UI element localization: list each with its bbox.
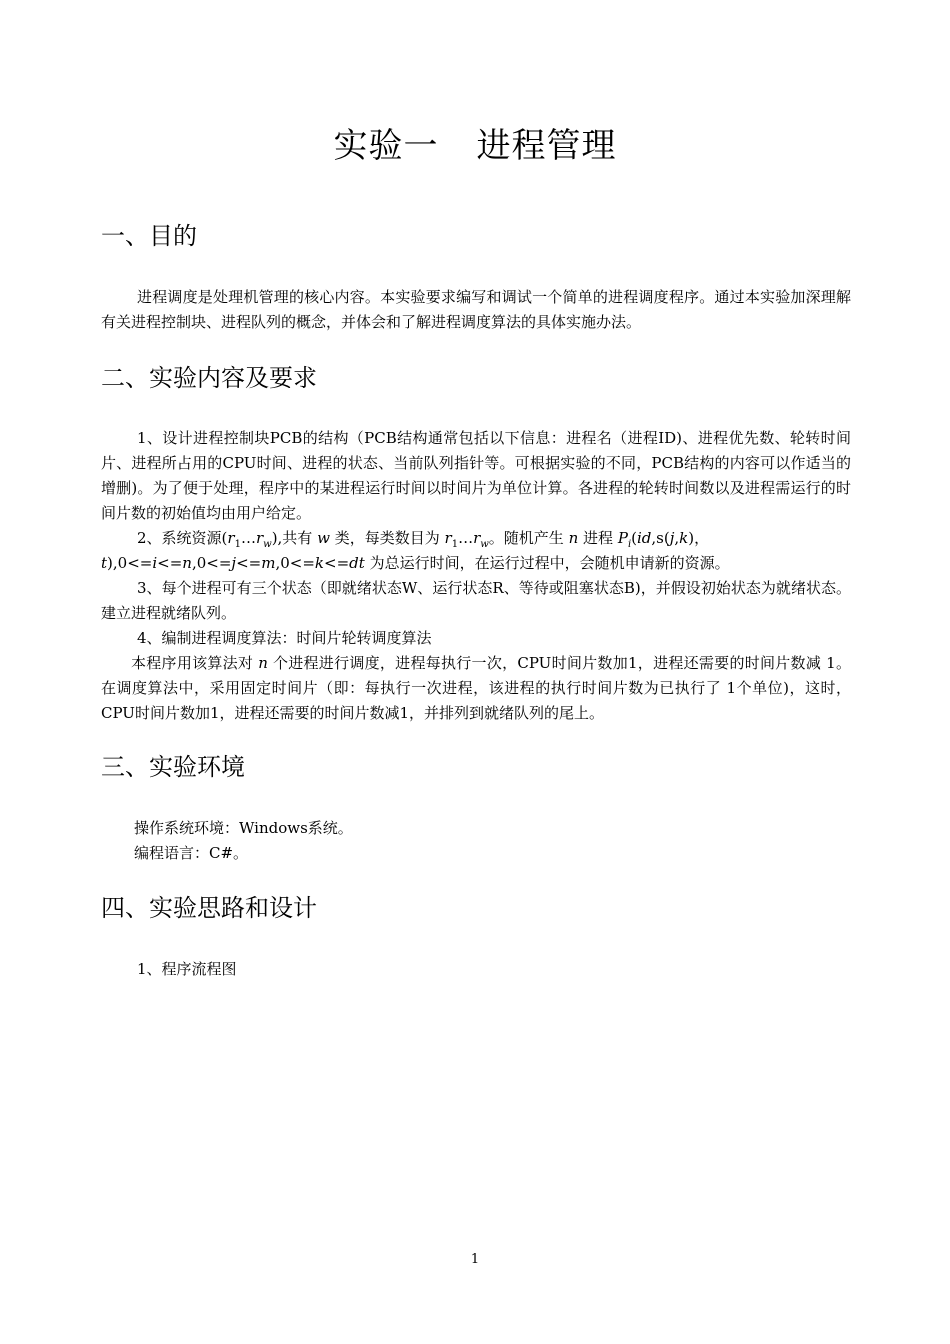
document-title (0, 118, 950, 167)
requirement-2-line1: 2、系统资源$(r_1\dots r_w)$,共有 w 类，每类数目为 $r_1\dots r_w$。随机产生 n 进程 $P_i(id,s(j,k)$， (137, 529, 710, 550)
purpose-paragraph: 进程调度是处理机管理的核心内容。本实验要求编写和调试一个简单的进程调度程序。通过本实验加深理解有关进程控制块、进程队列的概念，并体会和了解进程调度算法的具体实施办法。 (101, 288, 851, 331)
section-heading-purpose: 一、目的 (101, 222, 197, 250)
page-number: 1 (470, 1252, 480, 1267)
requirement-1: 1、设计进程控制块PCB的结构（PCB结构通常包括以下信息：进程名（进程ID)、进程优先数、轮转时间片、进程所占用的CPU时间、进程的状态、当前队列指针等。可根据实验的不同，PCB结构的内容可以作适当的增删)。为了便于处理，程序中的某进程运行时间以时间片为单位计算。各进程的轮转时间数以及进程需运行的时间片数的初始值均由用户给定。 (101, 429, 851, 522)
section-heading-requirements: 二、实验内容及要求 (101, 364, 317, 392)
env-os: 操作系统环境：Windows系统。 (134, 819, 353, 837)
requirement-4: 4、编制进程调度算法：时间片轮转调度算法 (137, 629, 432, 647)
design-item-flowchart: 1、程序流程图 (137, 960, 237, 978)
section-heading-design: 四、实验思路和设计 (101, 894, 317, 922)
title-right: 进程管理 (476, 126, 617, 166)
title-left: 实验一 (333, 126, 439, 166)
requirement-3: 3、每个进程可有三个状态（即就绪状态W、运行状态R、等待或阻塞状态B)，并假设初始状态为就绪状态。建立进程就绪队列。 (101, 579, 851, 622)
section-heading-environment: 三、实验环境 (101, 753, 245, 781)
requirement-5: 本程序用该算法对 n 个进程进行调度，进程每执行一次，CPU时间片数加1，进程还需要的时间片数减 1。在调度算法中，采用固定时间片（即：每执行一次进程，该进程的执行时间片数为已执行了 1个单位)，这时，CPU时间片数加1，进程还需要的时间片数减1，并排列到就绪队列的尾上。 (101, 654, 851, 722)
requirement-2-line2: t),0<=i<=n,0<=j<=m,0<=k<=dt 为总运行时间，在运行过程中，会随机申请新的资源。 (101, 554, 730, 572)
env-language: 编程语言：C#。 (134, 844, 249, 862)
